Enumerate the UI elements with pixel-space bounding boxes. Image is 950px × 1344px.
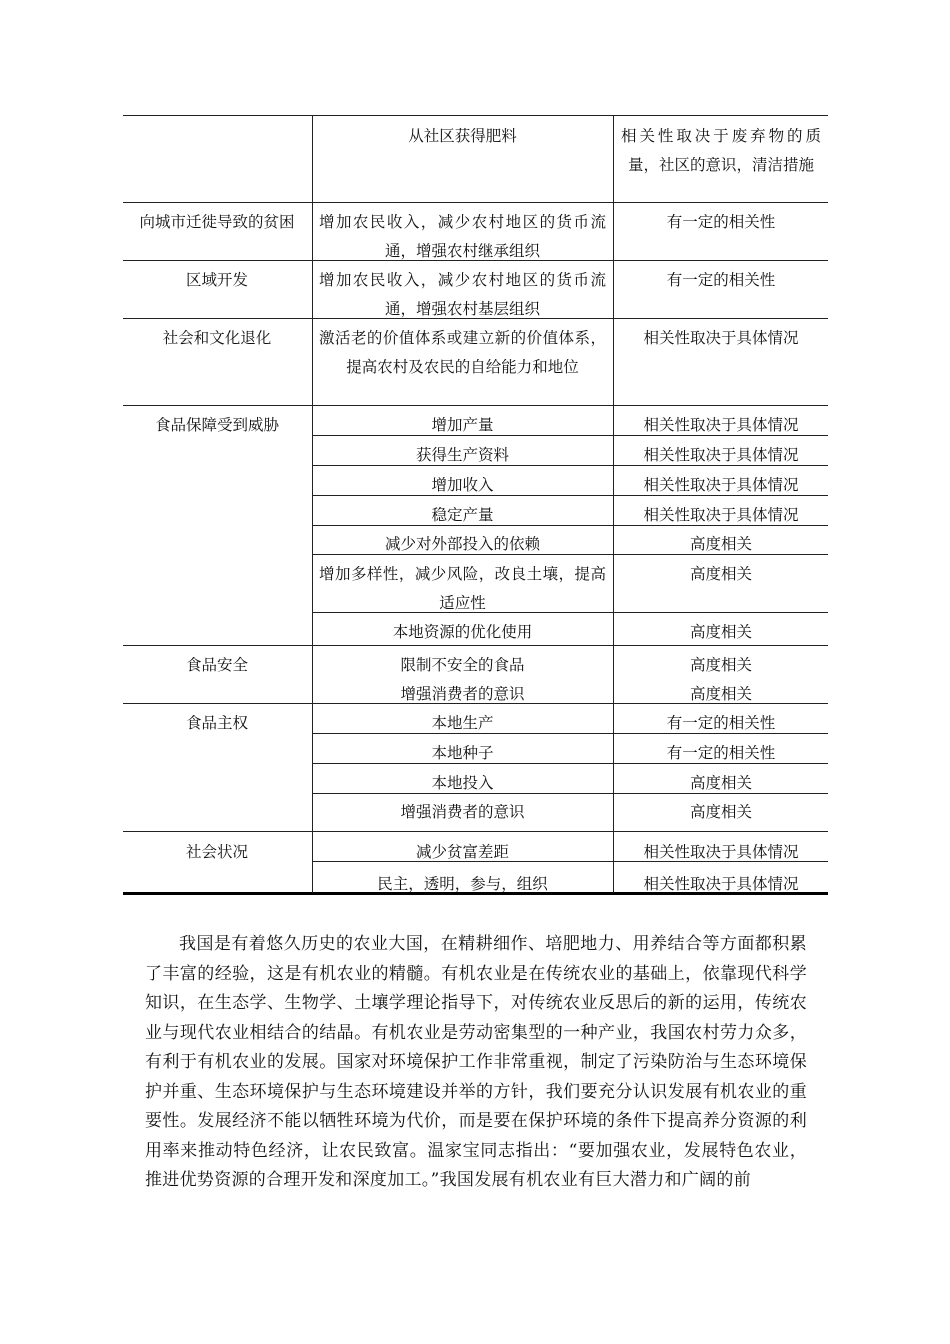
row-label: 区域开发	[185, 271, 248, 289]
table-cell: 相关性取决于具体情况	[643, 416, 799, 434]
table-cell: 增加产量	[431, 416, 494, 434]
table-cell: 高度相关	[689, 803, 752, 821]
table-cell: 限制不安全的食品	[400, 656, 525, 674]
row-label: 向城市迁徙导致的贫困	[139, 213, 295, 231]
table-cell: 增加农民收入，减少农村地区的货币流通，增强农村继承组织	[319, 213, 606, 260]
group-label: 食品安全	[185, 656, 248, 674]
table-cell: 有一定的相关性	[666, 271, 776, 289]
table-cell: 有一定的相关性	[666, 744, 776, 762]
table-cell: 相关性取决于具体情况	[643, 843, 799, 861]
table-cell: 高度相关	[689, 774, 752, 792]
header-cell: 从社区获得肥料	[408, 127, 517, 145]
table-cell: 高度相关	[689, 685, 752, 703]
table-cell: 本地资源的优化使用	[392, 623, 533, 641]
row-label: 社会和文化退化	[162, 329, 272, 347]
table-cell: 本地种子	[431, 744, 494, 762]
row-divider	[123, 405, 828, 406]
table-cell: 本地生产	[431, 714, 494, 732]
table-cell: 高度相关	[689, 565, 752, 583]
table-top-rule	[123, 115, 828, 116]
table-cell: 相关性取决于具体情况	[643, 875, 799, 893]
header-cell: 相关性取决于废弃物的质量，社区的意识，清洁措施	[621, 127, 821, 174]
row-divider	[123, 831, 828, 832]
table-cell: 相关性取决于具体情况	[643, 329, 799, 347]
group-label: 社会状况	[185, 843, 248, 861]
group-label: 食品保障受到威胁	[154, 416, 279, 434]
table-cell: 相关性取决于具体情况	[643, 446, 799, 464]
table-cell: 增强消费者的意识	[400, 803, 525, 821]
table-cell: 增加收入	[431, 476, 494, 494]
table-cell: 减少贫富差距	[415, 843, 509, 861]
table-cell: 有一定的相关性	[666, 213, 776, 231]
table-cell: 高度相关	[689, 623, 752, 641]
table-cell: 稳定产量	[431, 506, 494, 524]
body-paragraph: 我国是有着悠久历史的农业大国，在精耕细作、培肥地力、用养结合等方面都积累了丰富的经验，这是有机农业的精髓。有机农业是在传统农业的基础上，依靠现代科学知识，在生态学、生物学、土壤学理论指导下，对传统农业反思后的新的运用，传统农业与现代农业相结合的结晶。有机农业是劳动密集型的一种产业，我国农村劳力众多，有利于有机农业的发展。国家对环境保护工作非常重视，制定了污染防治与生态环境保护并重、生态环境保护与生态环境建设并举的方针，我们要充分认识发展有机农业的重要性。发展经济不能以牺牲环境为代价，而是要在保护环境的条件下提高养分资源的利用率来推动特色经济，让农民致富。温家宝同志指出：“要加强农业，发展特色农业，推进优势资源的合理开发和深度加工。”我国发展有机农业有巨大潜力和广阔的前	[145, 934, 807, 1190]
table-cell: 本地投入	[431, 774, 494, 792]
group-label: 食品主权	[185, 714, 248, 732]
table-cell: 相关性取决于具体情况	[643, 506, 799, 524]
table-cell: 相关性取决于具体情况	[643, 476, 799, 494]
table-cell: 增强消费者的意识	[400, 685, 525, 703]
table-cell: 减少对外部投入的依赖	[384, 535, 540, 553]
row-divider	[123, 202, 828, 203]
table-cell: 高度相关	[689, 656, 752, 674]
table-cell: 获得生产资料	[415, 446, 509, 464]
table-cell: 激活老的价值体系或建立新的价值体系，提高农村及农民的自给能力和地位	[319, 329, 606, 376]
table-cell: 增加农民收入，减少农村地区的货币流通，增强农村基层组织	[319, 271, 606, 318]
table-cell: 高度相关	[689, 535, 752, 553]
table-cell: 有一定的相关性	[666, 714, 776, 732]
table-cell: 增加多样性，减少风险，改良土壤，提高适应性	[319, 565, 606, 612]
relevance-table	[123, 115, 828, 895]
table-cell: 民主，透明，参与，组织	[377, 875, 548, 893]
